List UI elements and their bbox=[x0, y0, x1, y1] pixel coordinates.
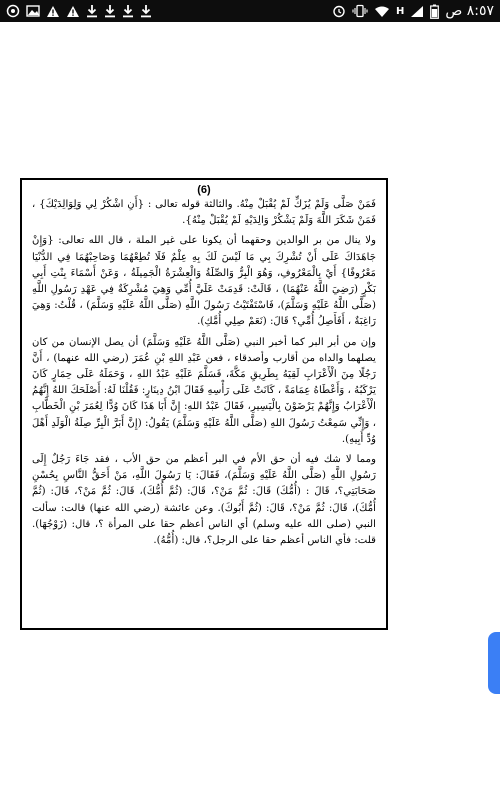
wifi-icon bbox=[374, 3, 390, 19]
vibrate-icon bbox=[352, 3, 368, 19]
paragraph-2: ولا ينال من بر الوالدين وحقهما أن يكونا على غير الملة ، قال الله تعالى: {وَإِنْ جَاهَدَاكَ عَلَى أَنْ تُشْرِكَ بِي مَا لَيْسَ لَكَ بِهِ عِلْمٌ فَلَا تُطِعْهُمَا وَصَاحِبْهُمَا فِي الدُّنْيَا مَعْرُوفًا} أَيْ بِالْمَعْرُوفِ، وَهُوَ الْبِرُّ وَالصِّلَةُ وَالْعِشْرَةُ الْجَمِيلَةُ ، وَعَنْ أَسْمَاءَ بِنْتِ أَبِي بَكْرٍ (رَضِيَ اللَّهُ عَنْهُمَا) ، قَالَتْ: قَدِمَتْ عَلَيَّ أُمِّي وَهِيَ مُشْرِكَةٌ فِي عَهْدِ رَسُولِ اللَّهِ (صَلَّى اللَّهُ عَلَيْهِ وَسَلَّمَ)، فَاسْتَفْتَيْتُ رَسُولَ اللَّهِ (صَلَّى اللَّهُ عَلَيْهِ وَسَلَّمَ) ، قُلْتُ: وَهِيَ رَاغِبَةٌ ، أَفَأَصِلُ أُمِّي؟ قَالَ: (نَعَمْ صِلِي أُمَّكِ). bbox=[32, 235, 376, 328]
edge-panel-handle[interactable] bbox=[488, 632, 500, 694]
download-icon bbox=[140, 3, 152, 19]
status-bar-left bbox=[6, 3, 152, 19]
download-icon bbox=[122, 3, 134, 19]
document-viewer[interactable] bbox=[0, 22, 500, 800]
alarm-icon bbox=[332, 3, 346, 19]
status-time: ٨:٥٧ ص bbox=[445, 3, 494, 19]
paragraph-4: ومما لا شك فيه أن حق الأم في البر أعظم من حق الأب ، فقد جَاءَ رَجُلٌ إِلَى رَسُولِ اللَّهِ (صَلَّى اللَّهُ عَلَيْهِ وَسَلَّمَ)، فَقَالَ: يَا رَسُولَ اللَّهِ، مَنْ أَحَقُّ النَّاسِ بِحُسْنِ صَحَابَتِي؟، قَالَ : (أُمُّكَ) قَالَ: ثُمَّ مَنْ؟، قَالَ: (ثُمَّ أُمُّكَ)، قَالَ: ثُمَّ مَنْ؟، قَالَ: (ثُمَّ أُمُّكَ)، قَالَ: ثُمَّ مَنْ؟، قَالَ: (ثُمَّ أَبُوكَ). وعن عائشة (رضي الله عنها) قالت: سألت النبي (صلى الله عليه وسلم) أي الناس أعظم حقا على المرأة ؟، قال: (زَوْجُهَا). قلت: فأي الناس أعظم حقا على الرجل؟، قال: (أُمُّهُ). bbox=[32, 454, 376, 547]
status-bar-right bbox=[332, 3, 494, 19]
document-page bbox=[20, 178, 388, 630]
paragraph-3: وإن من أبر البر كما أخبر النبي (صَلَّى اللَّهُ عَلَيْهِ وَسَلَّمَ) أن يصل الإنسان من كان يصلهما والداه من أقارب وأصدقاء ، فعن عَبْدِ اللهِ بْنِ عُمَرَ (رضي الله عنهما) ، أَنَّ رَجُلًا مِنَ الْأَعْرَابِ لَقِيَهُ بِطَرِيقِ مَكَّةَ، فَسَلَّمَ عَلَيْهِ عَبْدُ اللهِ ، وَحَمَلَهُ عَلَى حِمَارٍ كَانَ يَرْكَبُهُ ، وَأَعْطَاهُ عِمَامَةً ، كَانَتْ عَلَى رَأْسِهِ فَقَالَ ابْنُ دِينَارٍ: فَقُلْنَا لَهُ: أَصْلَحَكَ اللهُ إِنَّهُمُ الْأَعْرَابُ وَإِنَّهُمْ يَرْضَوْنَ بِالْيَسِيرِ، فَقَالَ عَبْدُ اللهِ: إِنَّ أَبَا هَذَا كَانَ وُدًّا لِعُمَرَ بْنِ الْخَطَّابِ ، وَإِنِّي سَمِعْتُ رَسُولَ اللهِ (صَلَّى اللَّهُ عَلَيْهِ وَسَلَّمَ) يَقُولُ: (إِنَّ أَبَرَّ الْبِرِّ صِلَةُ الْوَلَدِ أَهْلَ وُدِّ أَبِيهِ). bbox=[32, 336, 376, 445]
battery-icon bbox=[430, 3, 439, 19]
signal-icon bbox=[410, 3, 424, 19]
download-icon bbox=[104, 3, 116, 19]
status-bar bbox=[0, 0, 500, 22]
warning-icon bbox=[66, 3, 80, 19]
page-number: (6) bbox=[197, 184, 211, 196]
image-icon bbox=[26, 3, 40, 19]
whatsapp-icon bbox=[6, 3, 20, 19]
paragraph-1: فَمَنْ صَلَّى وَلَمْ يُزَكِّ لَمْ يُقْبَلْ مِنْهُ. والثالثة قوله تعالى : {أَنِ اشْكُرْ لِي وَلِوَالِدَيْكَ} ، فَمَنْ شَكَرَ اللَّهَ وَلَمْ يَشْكُرْ وَالِدَيْهِ لَمْ يُقْبَلْ مِنْهُ}. bbox=[32, 199, 376, 227]
download-icon bbox=[86, 3, 98, 19]
network-type-label: H bbox=[395, 5, 405, 17]
warning-icon bbox=[46, 3, 60, 19]
